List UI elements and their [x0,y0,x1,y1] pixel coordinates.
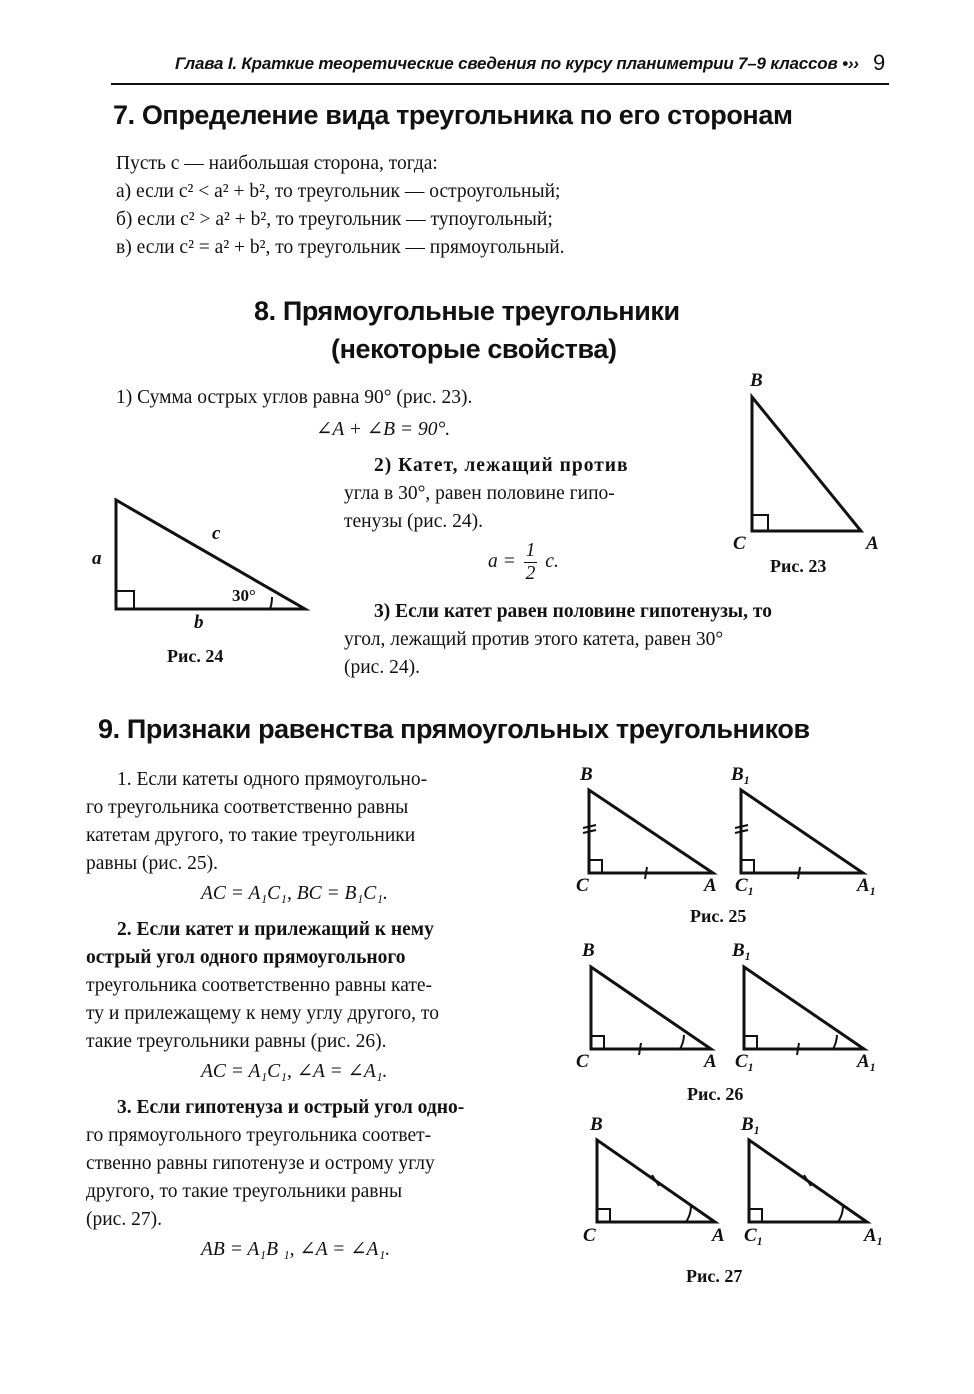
fig24-caption: Рис. 24 [167,646,224,666]
page-number: 9 [872,50,885,75]
fig24-label-a: a [92,548,102,569]
fig27-label-A: A [712,1225,725,1246]
fig25-label-C: C [576,875,589,896]
property-3-line-2: угол, лежащий против этого катета, равен 30° [344,629,724,650]
property-1-text: 1) Сумма острых углов равна 90° (рис. 23). [116,387,473,408]
fig23-label-C: C [733,533,746,554]
fig23-label-A: A [866,533,879,554]
fraction-denominator: 2 [525,563,536,584]
section-7-title: 7. Определение вида треугольника по его сторонам [113,100,793,130]
fig25-label-A1: A₁ [857,875,877,896]
item-3-formula: AB = A₁B ₁, ∠A = ∠A₁. [201,1239,391,1260]
item-2-line-1: 2. Если катет и прилежащий к нему [117,919,434,940]
fig25-caption: Рис. 25 [690,906,747,926]
fig25-label-A: A [704,875,717,896]
fig26-caption: Рис. 26 [687,1084,744,1104]
item-3-line-3: ственно равны гипотенузе и острому углу [86,1153,435,1174]
fig26-label-A1: A₁ [857,1051,877,1072]
property-2-line-3: тенузы (рис. 24). [344,511,483,532]
item-1-line-3: катетам другого, то такие треугольники [86,825,416,846]
item-1-formula: AC = A₁C₁, BC = B₁C₁. [201,883,388,904]
item-2-formula: AC = A₁C₁, ∠A = ∠A₁. [201,1061,388,1082]
property-3-line-3: (рис. 24). [344,657,420,678]
fig27-caption: Рис. 27 [686,1266,743,1286]
fig26-label-B1: B₁ [732,940,752,961]
item-1-line-4: равны (рис. 25). [86,853,218,874]
fig26-label-C: C [576,1051,589,1072]
fig23-caption: Рис. 23 [770,556,827,576]
fig27-label-C1: C₁ [744,1225,764,1246]
fig27-label-A1: A₁ [864,1225,884,1246]
item-3-line-1: 3. Если гипотенуза и острый угол одно- [117,1097,465,1118]
property-2-line-2: угла в 30°, равен половине гипо- [344,483,615,504]
section-7-line-3: б) если c² > a² + b², то треугольник — тупоугольный; [116,209,553,230]
fig24-label-c: c [212,523,221,544]
fig25-label-B: B [580,764,593,785]
item-2-line-2: острый угол одного прямоугольного [86,947,406,968]
fig26-label-C1: C₁ [735,1051,755,1072]
chapter-title: Глава I. Краткие теоретические сведения по курсу планиметрии 7–9 классов •›› [175,54,859,73]
item-2-line-5: такие треугольники равны (рис. 26). [86,1031,387,1052]
formula-right: c. [545,550,559,572]
fig24-angle-label: 30° [232,586,256,605]
fig24-label-b: b [194,612,204,633]
section-7-line-4: в) если c² = a² + b², то треугольник — прямоугольный. [116,237,565,258]
section-9-title: 9. Признаки равенства прямоугольных треугольников [98,714,810,744]
item-2-line-3: треугольника соответственно равны кате- [86,975,433,996]
item-3-line-4: другого, то такие треугольники равны [86,1181,403,1202]
fig23-label-B: B [750,370,763,391]
item-1-line-1: 1. Если катеты одного прямоугольно- [117,769,428,790]
fig27-label-C: C [583,1225,596,1246]
section-8-title-line-2: (некоторые свойства) [331,334,617,364]
section-7-line-2: а) если c² < a² + b², то треугольник — остроугольный; [116,181,561,202]
fig27-label-B1: B₁ [741,1114,761,1135]
section-8-title-line-1: 8. Прямоугольные треугольники [254,296,680,326]
section-7-line-1: Пусть c — наибольшая сторона, тогда: [116,153,438,174]
fig25-label-B1: B₁ [731,764,751,785]
item-3-line-2: го прямоугольного треугольника соответ- [86,1125,432,1146]
item-3-line-5: (рис. 27). [86,1209,162,1230]
fig26-label-A: A [704,1051,717,1072]
fig25-label-C1: C₁ [735,875,755,896]
fraction-numerator: 1 [525,540,536,561]
fig27-label-B: B [590,1114,603,1135]
fig26-label-B: B [582,940,595,961]
formula-left: a = [488,550,516,572]
property-2-line-1: 2) Катет, лежащий против [374,455,629,476]
item-1-line-2: го треугольника соответственно равны [86,797,409,818]
property-3-line-1: 3) Если катет равен половине гипотенузы, то [374,601,772,622]
property-1-formula: ∠A + ∠B = 90°. [316,419,451,440]
item-2-line-4: ту и прилежащему к нему углу другого, то [86,1003,439,1024]
